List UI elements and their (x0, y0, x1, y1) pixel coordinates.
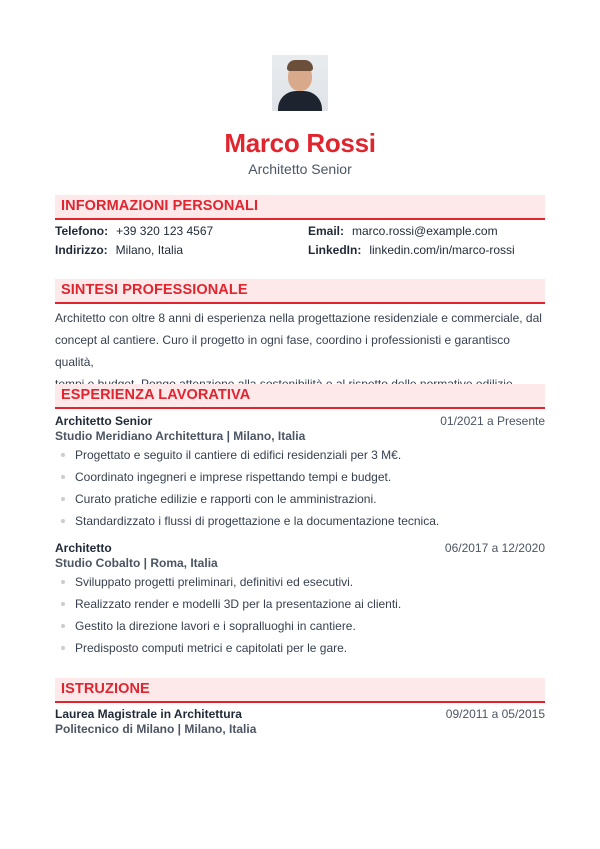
profile-photo (272, 55, 328, 111)
job-dates: 06/2017 a 12/2020 (444, 541, 545, 555)
job-title: Architetto Senior (55, 414, 153, 428)
address-row (55, 243, 183, 257)
linkedin-row (308, 243, 515, 257)
section-header-summary (55, 279, 545, 304)
section-header-personal (55, 195, 545, 220)
linkedin-label: LinkedIn: (308, 243, 362, 257)
phone-row (55, 224, 213, 238)
job-bullet: Realizzato render e modelli 3D per la presentazione ai clienti. (55, 593, 545, 615)
education-dates: 09/2011 a 05/2015 (445, 707, 545, 721)
email-value[interactable]: marco.rossi@example.com (352, 224, 498, 238)
section-header-education (55, 678, 545, 703)
education-school: Politecnico di Milano | Milano, Italia (55, 722, 257, 736)
job-bullet: Curato pratiche edilizie e rapporti con le amministrazioni. (55, 488, 545, 510)
linkedin-value[interactable]: linkedin.com/in/marco-rossi (369, 243, 515, 257)
section-title: SINTESI PROFESSIONALE (61, 282, 248, 298)
job-bullet: Gestito la direzione lavori e i sopralluoghi in cantiere. (55, 615, 545, 637)
job-bullet: Predisposto computi metrici e capitolati per le gare. (55, 637, 545, 659)
photo-shirt (278, 91, 322, 111)
job-bullet-list (55, 444, 545, 532)
phone-label: Telefono: (55, 224, 109, 238)
photo-hair (287, 60, 313, 71)
address-label: Indirizzo: (55, 243, 108, 257)
job-bullet: Progettato e seguito il cantiere di edifici residenziali per 3 M€. (55, 444, 545, 466)
job-title: Architetto (55, 541, 112, 555)
summary-line: concept al cantiere. Curo il progetto in ogni fase, coordino i professionisti e garantisco qualità, (55, 333, 510, 369)
education-degree: Laurea Magistrale in Architettura (55, 707, 242, 721)
summary-text (55, 307, 545, 395)
section-header-experience (55, 384, 545, 409)
email-label: Email: (308, 224, 345, 238)
job-company: Studio Meridiano Architettura | Milano, Italia (55, 429, 306, 443)
candidate-title: Architetto Senior (248, 161, 352, 177)
candidate-name: Marco Rossi (224, 128, 376, 158)
job-bullet: Sviluppato progetti preliminari, definitivi ed esecutivi. (55, 571, 545, 593)
section-title: ISTRUZIONE (61, 681, 150, 697)
job-bullet-list (55, 571, 545, 659)
phone-value[interactable]: +39 320 123 4567 (116, 224, 214, 238)
email-row (308, 224, 498, 238)
section-title: INFORMAZIONI PERSONALI (61, 198, 259, 214)
job-company: Studio Cobalto | Roma, Italia (55, 556, 218, 570)
job-dates: 01/2021 a Presente (440, 414, 545, 428)
address-value: Milano, Italia (115, 243, 184, 257)
summary-line: Architetto con oltre 8 anni di esperienza nella progettazione residenziale e commerciale, dal (55, 311, 542, 325)
section-title: ESPERIENZA LAVORATIVA (61, 387, 251, 403)
job-bullet: Coordinato ingegneri e imprese rispettando tempi e budget. (55, 466, 545, 488)
job-bullet: Standardizzato i flussi di progettazione e la documentazione tecnica. (55, 510, 545, 532)
